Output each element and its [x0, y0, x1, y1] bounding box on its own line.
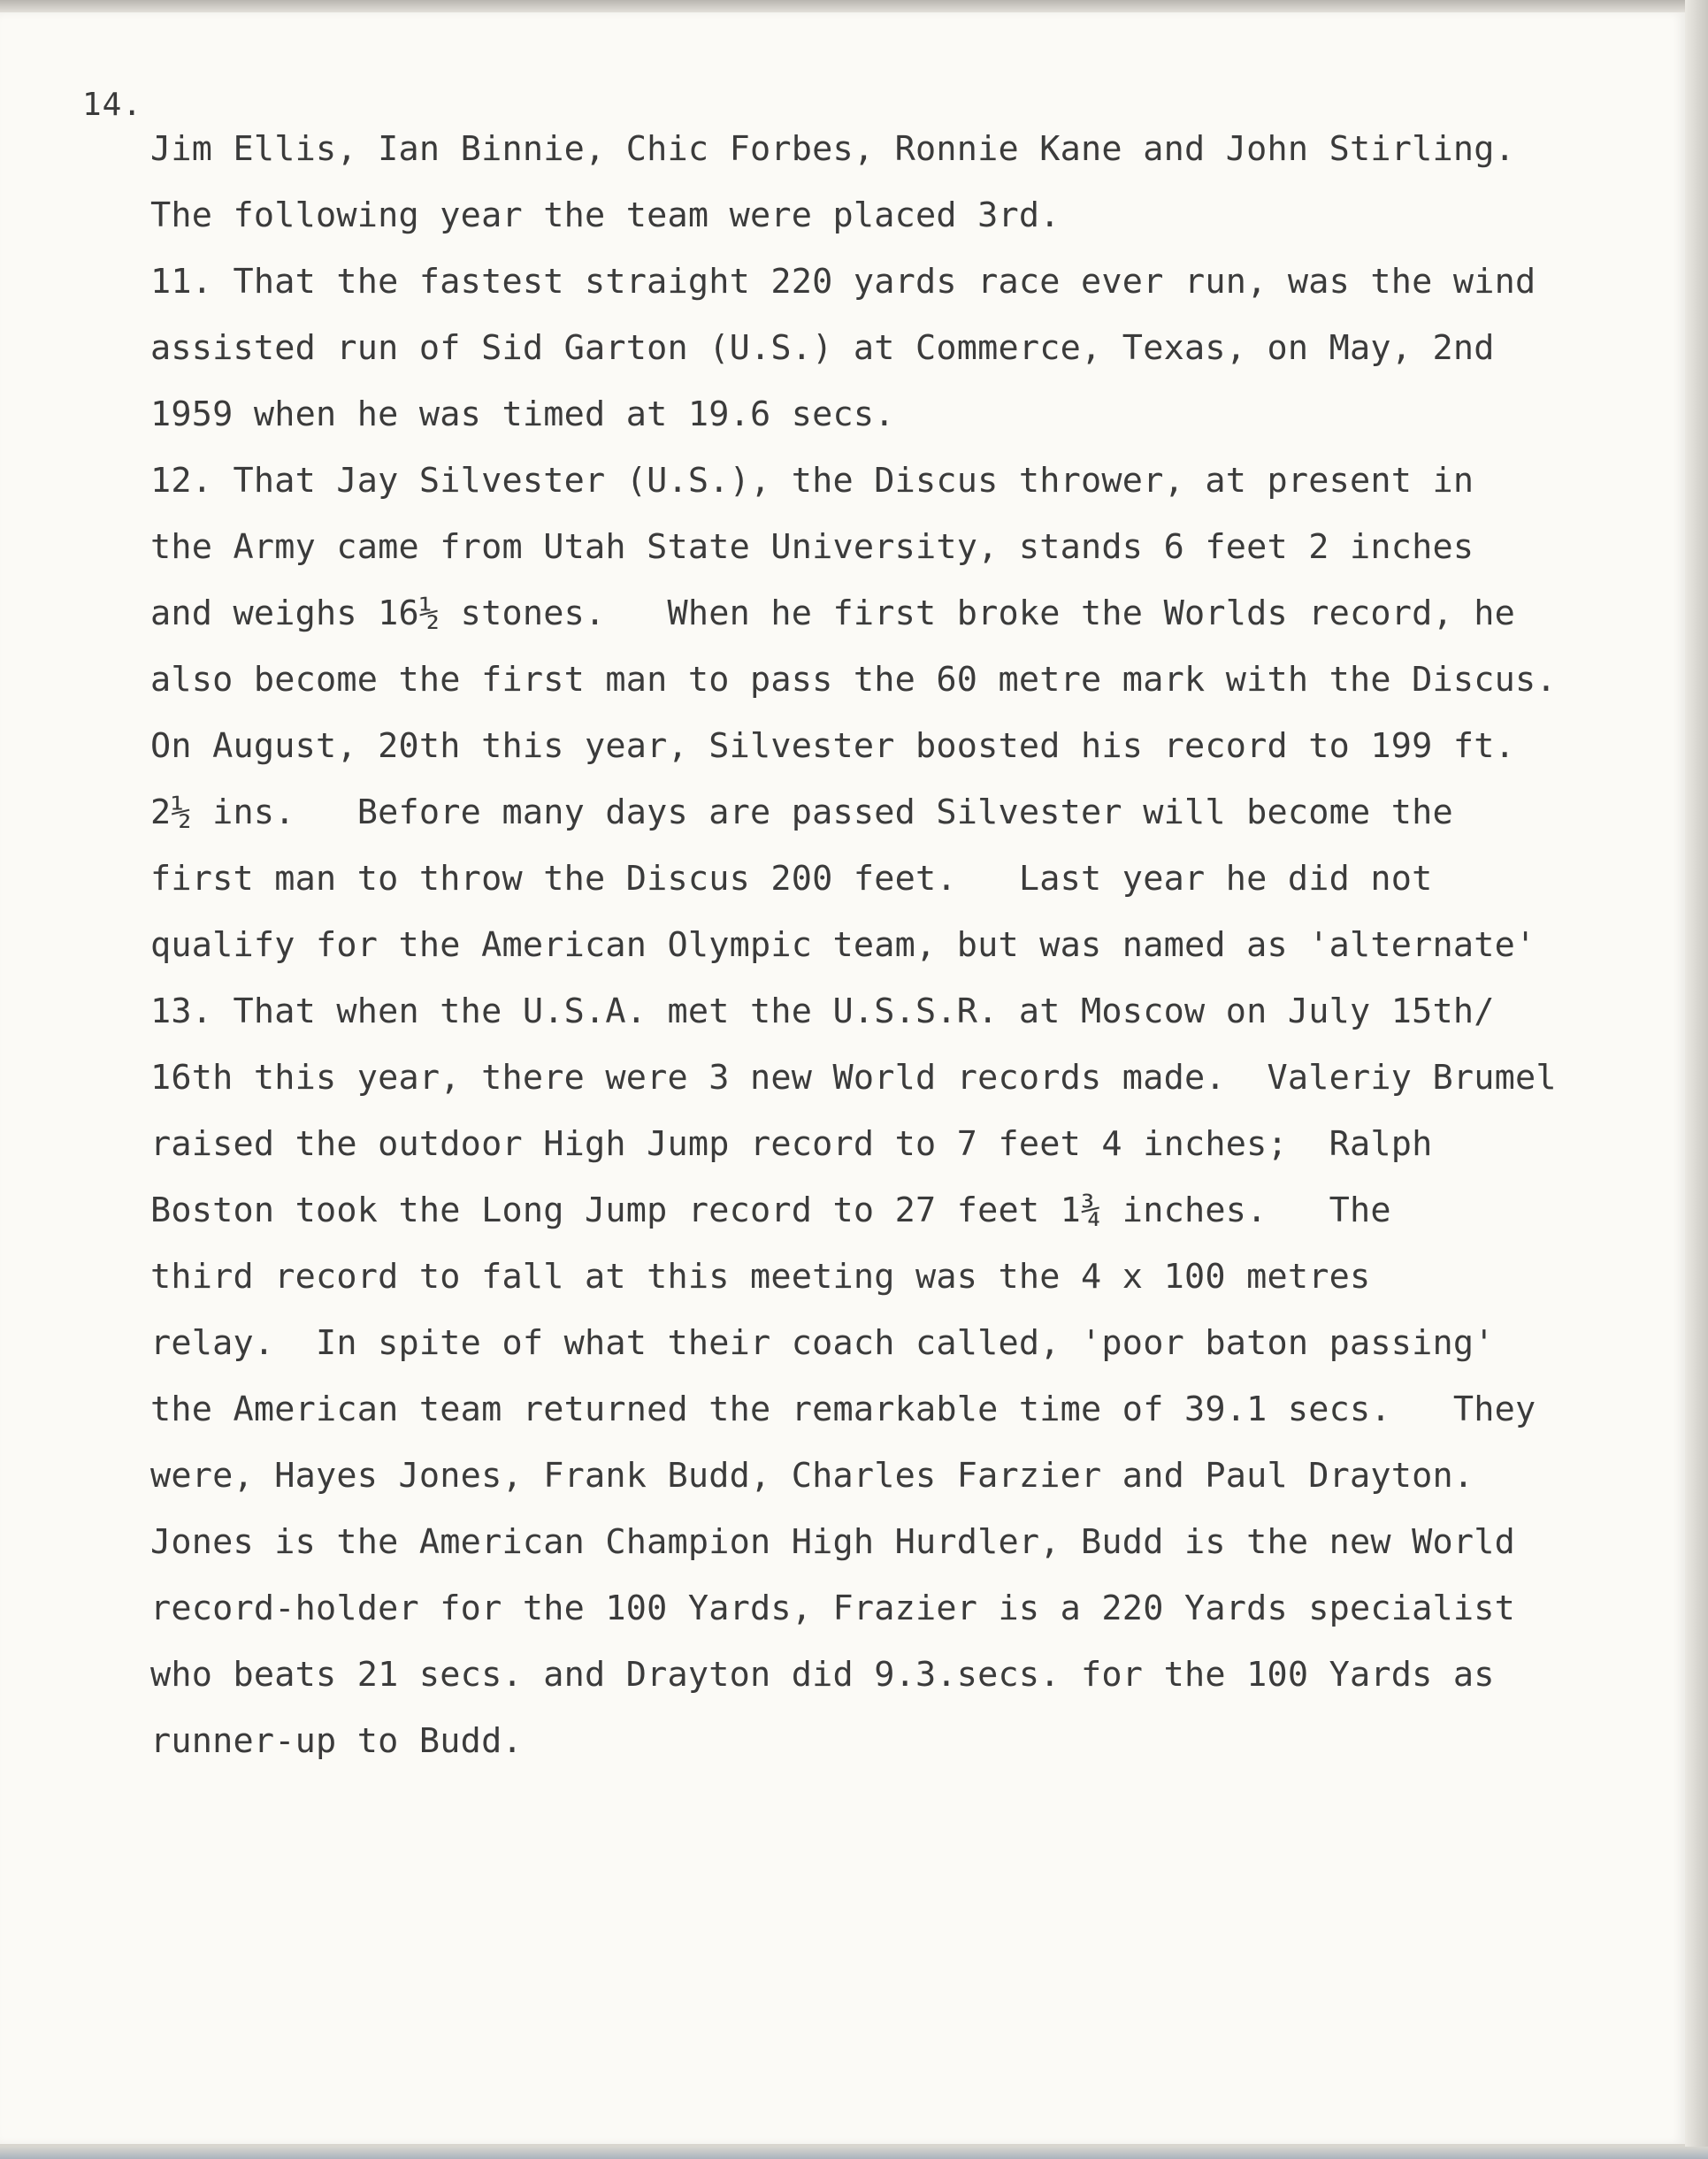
page-bottom-edge [0, 2147, 1708, 2159]
text-line: Jim Ellis, Ian Binnie, Chic Forbes, Ronnie Kane and John Stirling. [150, 129, 1516, 169]
text-line: third record to fall at this meeting was the 4 x 100 metres [150, 1257, 1371, 1297]
text-line: relay. In spite of what their coach called, 'poor baton passing' [150, 1323, 1495, 1363]
text-line: 1959 when he was timed at 19.6 secs. [150, 394, 895, 434]
text-line: 2½ ins. Before many days are passed Silvester will become the [150, 792, 1453, 832]
text-line: Boston took the Long Jump record to 27 feet 1¾ inches. The [150, 1191, 1391, 1230]
text-line: 11. That the fastest straight 220 yards race ever run, was the wind [150, 262, 1536, 302]
text-line: first man to throw the Discus 200 feet. Last year he did not [150, 859, 1433, 899]
text-line: the American team returned the remarkable time of 39.1 secs. They [150, 1390, 1536, 1429]
text-line: 13. That when the U.S.A. met the U.S.S.R. at Moscow on July 15th/ [150, 991, 1495, 1031]
text-line: 12. That Jay Silvester (U.S.), the Discus thrower, at present in [150, 461, 1474, 501]
text-line: raised the outdoor High Jump record to 7 feet 4 inches; Ralph [150, 1124, 1433, 1164]
text-line: the Army came from Utah State University, stands 6 feet 2 inches [150, 527, 1474, 567]
typewritten-body [150, 124, 1654, 1782]
page-right-edge [1685, 0, 1708, 2159]
text-line: qualify for the American Olympic team, but was named as 'alternate' [150, 925, 1536, 965]
text-line: Jones is the American Champion High Hurdler, Budd is the new World [150, 1522, 1516, 1562]
text-line: also become the first man to pass the 60 metre mark with the Discus. [150, 660, 1557, 700]
text-line: runner-up to Budd. [150, 1721, 523, 1761]
text-line: record-holder for the 100 Yards, Frazier is a 220 Yards specialist [150, 1589, 1516, 1628]
text-line: The following year the team were placed 3rd. [150, 195, 1061, 235]
text-line: and weighs 16½ stones. When he first broke the Worlds record, he [150, 593, 1516, 633]
paper-sheet [0, 12, 1685, 2144]
text-line: 16th this year, there were 3 new World records made. Valeriy Brumel [150, 1058, 1557, 1098]
text-line: assisted run of Sid Garton (U.S.) at Commerce, Texas, on May, 2nd [150, 328, 1495, 368]
page-number: 14. [82, 87, 143, 123]
text-line: who beats 21 secs. and Drayton did 9.3.secs. for the 100 Yards as [150, 1655, 1495, 1695]
text-line: On August, 20th this year, Silvester boosted his record to 199 ft. [150, 726, 1516, 766]
text-line: were, Hayes Jones, Frank Budd, Charles Farzier and Paul Drayton. [150, 1456, 1474, 1496]
